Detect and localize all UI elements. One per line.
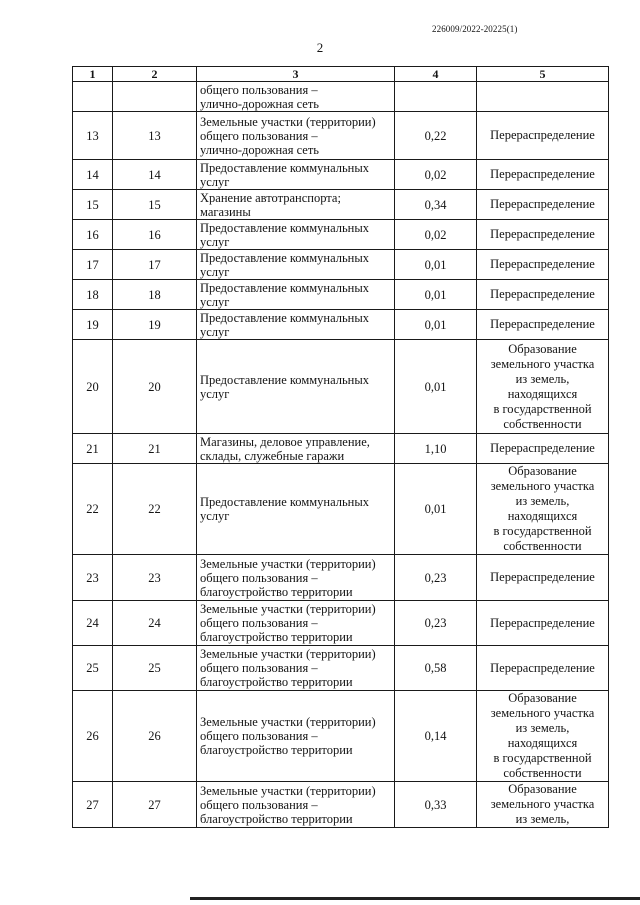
table-row bbox=[73, 782, 609, 828]
conditional-number-cell: 15 bbox=[113, 190, 197, 220]
column-header: 1 bbox=[73, 67, 113, 82]
conditional-number-cell: 19 bbox=[113, 310, 197, 340]
area-cell: 0,02 bbox=[395, 220, 477, 250]
conditional-number-cell: 21 bbox=[113, 434, 197, 464]
plot-number-cell: 24 bbox=[73, 601, 113, 646]
formation-method-cell: Перераспределение bbox=[477, 160, 609, 190]
page-number: 2 bbox=[316, 40, 324, 55]
area-cell: 0,14 bbox=[395, 691, 477, 782]
area-cell: 0,34 bbox=[395, 190, 477, 220]
table-row bbox=[73, 434, 609, 464]
formation-method-cell: Образование земельного участка из земель, находящихся в государственной собственности bbox=[477, 340, 609, 434]
area-cell: 0,01 bbox=[395, 464, 477, 555]
formation-method-cell: Образование земельного участка из земель, находящихся в государственной собственности bbox=[477, 464, 609, 555]
conditional-number-cell: 22 bbox=[113, 464, 197, 555]
plot-number-cell: 25 bbox=[73, 646, 113, 691]
formation-method-cell: Перераспределение bbox=[477, 434, 609, 464]
permitted-use-cell: Предоставление коммунальных услуг bbox=[197, 464, 395, 555]
table-row bbox=[73, 250, 609, 280]
formation-method-cell: Перераспределение bbox=[477, 250, 609, 280]
column-header: 2 bbox=[113, 67, 197, 82]
formation-method-cell: Образование земельного участка из земель, находящихся в государственной собственности bbox=[477, 691, 609, 782]
plot-number-cell: 23 bbox=[73, 555, 113, 601]
conditional-number-cell: 13 bbox=[113, 112, 197, 160]
area-cell: 0,23 bbox=[395, 601, 477, 646]
table-row bbox=[73, 82, 609, 112]
table-row bbox=[73, 464, 609, 555]
permitted-use-cell: Предоставление коммунальных услуг bbox=[197, 340, 395, 434]
conditional-number-cell bbox=[113, 82, 197, 112]
formation-method-cell: Перераспределение bbox=[477, 310, 609, 340]
area-cell: 0,02 bbox=[395, 160, 477, 190]
table-row bbox=[73, 220, 609, 250]
table-body bbox=[73, 82, 609, 828]
permitted-use-cell: Предоставление коммунальных услуг bbox=[197, 250, 395, 280]
column-header: 3 bbox=[197, 67, 395, 82]
plot-number-cell: 17 bbox=[73, 250, 113, 280]
permitted-use-cell: Земельные участки (территории) общего пользования – благоустройство территории bbox=[197, 601, 395, 646]
area-cell: 0,01 bbox=[395, 310, 477, 340]
formation-method-cell: Перераспределение bbox=[477, 280, 609, 310]
permitted-use-cell: Земельные участки (территории) общего пользования – благоустройство территории bbox=[197, 782, 395, 828]
table-row bbox=[73, 691, 609, 782]
conditional-number-cell: 24 bbox=[113, 601, 197, 646]
conditional-number-cell: 18 bbox=[113, 280, 197, 310]
plot-number-cell: 19 bbox=[73, 310, 113, 340]
plot-number-cell: 21 bbox=[73, 434, 113, 464]
plot-number-cell: 13 bbox=[73, 112, 113, 160]
area-cell: 0,01 bbox=[395, 280, 477, 310]
permitted-use-cell: Земельные участки (территории) общего пользования – благоустройство территории bbox=[197, 691, 395, 782]
plot-number-cell: 26 bbox=[73, 691, 113, 782]
formation-method-cell: Перераспределение bbox=[477, 190, 609, 220]
area-cell: 0,01 bbox=[395, 340, 477, 434]
conditional-number-cell: 26 bbox=[113, 691, 197, 782]
bottom-edge-line bbox=[190, 897, 640, 900]
conditional-number-cell: 14 bbox=[113, 160, 197, 190]
plot-number-cell: 15 bbox=[73, 190, 113, 220]
table-row bbox=[73, 340, 609, 434]
permitted-use-cell: Земельные участки (территории) общего пользования – благоустройство территории bbox=[197, 646, 395, 691]
table-row bbox=[73, 310, 609, 340]
plot-number-cell: 16 bbox=[73, 220, 113, 250]
area-cell: 0,23 bbox=[395, 555, 477, 601]
plot-number-cell: 22 bbox=[73, 464, 113, 555]
permitted-use-cell: Магазины, деловое управление, склады, служебные гаражи bbox=[197, 434, 395, 464]
conditional-number-cell: 25 bbox=[113, 646, 197, 691]
permitted-use-cell: Предоставление коммунальных услуг bbox=[197, 220, 395, 250]
formation-method-cell: Образование земельного участка из земель, bbox=[477, 782, 609, 828]
conditional-number-cell: 27 bbox=[113, 782, 197, 828]
table-row bbox=[73, 280, 609, 310]
permitted-use-cell: Хранение автотранспорта; магазины bbox=[197, 190, 395, 220]
plot-number-cell: 27 bbox=[73, 782, 113, 828]
conditional-number-cell: 23 bbox=[113, 555, 197, 601]
formation-method-cell: Перераспределение bbox=[477, 220, 609, 250]
column-header: 5 bbox=[477, 67, 609, 82]
area-cell: 0,33 bbox=[395, 782, 477, 828]
formation-method-cell: Перераспределение bbox=[477, 112, 609, 160]
conditional-number-cell: 20 bbox=[113, 340, 197, 434]
permitted-use-cell: Земельные участки (территории) общего пользования – улично-дорожная сеть bbox=[197, 112, 395, 160]
area-cell: 0,22 bbox=[395, 112, 477, 160]
table-row bbox=[73, 555, 609, 601]
permitted-use-cell: общего пользования – улично-дорожная сеть bbox=[197, 82, 395, 112]
area-cell: 0,01 bbox=[395, 250, 477, 280]
permitted-use-cell: Предоставление коммунальных услуг bbox=[197, 310, 395, 340]
table-row bbox=[73, 160, 609, 190]
table-row bbox=[73, 601, 609, 646]
column-header: 4 bbox=[395, 67, 477, 82]
table-row bbox=[73, 112, 609, 160]
area-cell: 0,58 bbox=[395, 646, 477, 691]
land-plots-table bbox=[72, 66, 609, 828]
formation-method-cell: Перераспределение bbox=[477, 555, 609, 601]
conditional-number-cell: 17 bbox=[113, 250, 197, 280]
document-number: 226009/2022-20225(1) bbox=[432, 24, 518, 34]
plot-number-cell bbox=[73, 82, 113, 112]
formation-method-cell bbox=[477, 82, 609, 112]
area-cell bbox=[395, 82, 477, 112]
plot-number-cell: 18 bbox=[73, 280, 113, 310]
area-cell: 1,10 bbox=[395, 434, 477, 464]
plot-number-cell: 20 bbox=[73, 340, 113, 434]
table-header-row bbox=[73, 67, 609, 82]
permitted-use-cell: Предоставление коммунальных услуг bbox=[197, 280, 395, 310]
conditional-number-cell: 16 bbox=[113, 220, 197, 250]
formation-method-cell: Перераспределение bbox=[477, 646, 609, 691]
formation-method-cell: Перераспределение bbox=[477, 601, 609, 646]
permitted-use-cell: Земельные участки (территории) общего пользования – благоустройство территории bbox=[197, 555, 395, 601]
table-row bbox=[73, 190, 609, 220]
permitted-use-cell: Предоставление коммунальных услуг bbox=[197, 160, 395, 190]
table-row bbox=[73, 646, 609, 691]
plot-number-cell: 14 bbox=[73, 160, 113, 190]
